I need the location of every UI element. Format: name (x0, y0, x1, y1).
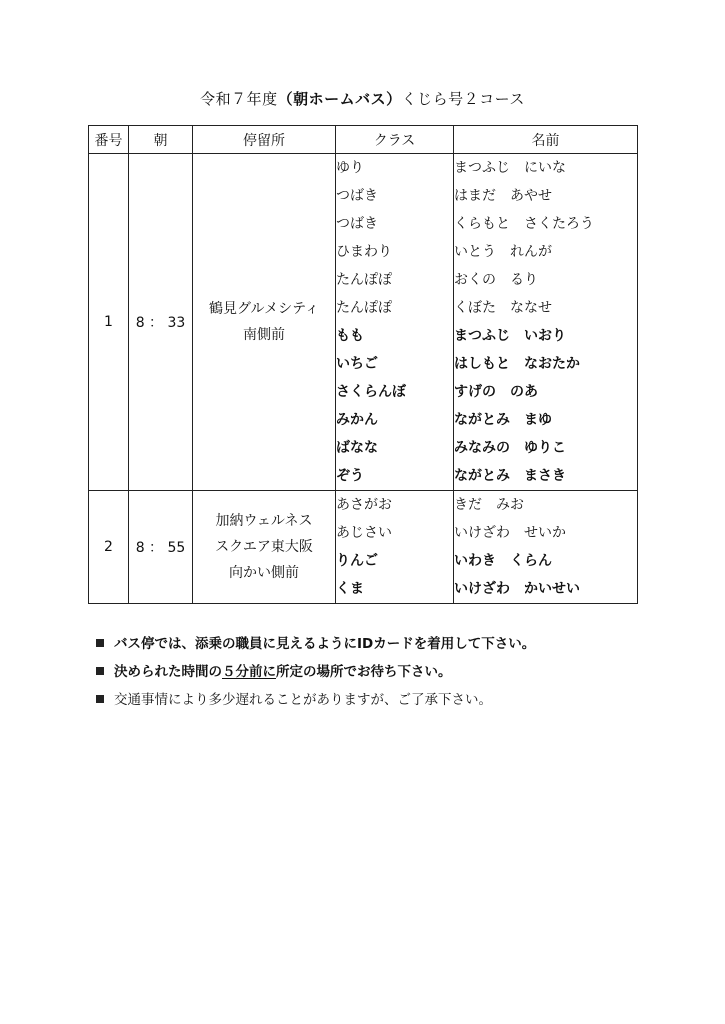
bus-roster-table (88, 125, 638, 604)
name-entry: まつふじ にいな (454, 160, 566, 176)
name-entry: はしもと なおたか (454, 356, 580, 372)
note-text-underlined: ５分前に (222, 664, 276, 680)
header-row (89, 126, 638, 154)
group-row (89, 154, 638, 491)
note-text-post: 所定の場所でお待ち下さい。 (276, 664, 452, 680)
name-entry: はまだ あやせ (454, 188, 552, 204)
class-entry: みかん (336, 412, 378, 428)
page-title (0, 88, 725, 109)
class-entry: ぞう (336, 468, 364, 484)
name-entry: ながとみ まさき (454, 468, 566, 484)
group-classes (336, 491, 454, 604)
group-time: 8 ： 55 (129, 491, 193, 604)
class-entry: つばき (336, 216, 378, 232)
header-morning: 朝 (129, 126, 193, 154)
class-entry: あじさい (336, 525, 392, 541)
name-entry: くらもと さくたろう (454, 216, 594, 232)
stop-line: 加納ウェルネス (215, 513, 313, 529)
title-bus-type: （朝ホームバス） (277, 90, 402, 108)
black-square-bullet-icon (96, 639, 104, 647)
name-entry: きだ みお (454, 497, 524, 513)
group-stop (193, 491, 336, 604)
group-number: 1 (89, 154, 129, 491)
group-names (454, 154, 638, 491)
note-text: バス停では、添乗の職員に見えるようにIDカードを着用して下さい。 (114, 636, 536, 652)
note-traffic-delay (96, 686, 535, 714)
header-class: クラス (336, 126, 454, 154)
name-entry: すげの のあ (454, 384, 538, 400)
class-entry: たんぽぽ (336, 300, 392, 316)
name-entry: くぼた ななせ (454, 300, 552, 316)
class-entry: くま (336, 581, 364, 597)
header-stop: 停留所 (193, 126, 336, 154)
stop-line: 向かい側前 (229, 565, 299, 581)
class-entry: いちご (336, 356, 378, 372)
note-arrive-early (96, 658, 535, 686)
class-entry: たんぽぽ (336, 272, 392, 288)
black-square-bullet-icon (96, 695, 104, 703)
class-entry: あさがお (336, 497, 392, 513)
name-entry: いわき くらん (454, 553, 552, 569)
group-classes (336, 154, 454, 491)
class-entry: ひまわり (336, 244, 392, 260)
header-name: 名前 (454, 126, 638, 154)
stop-line: スクエア東大阪 (215, 539, 313, 555)
class-entry: ばなな (336, 440, 378, 456)
class-entry: もも (336, 328, 364, 344)
black-square-bullet-icon (96, 667, 104, 675)
note-id-card (96, 630, 535, 658)
name-entry: おくの るり (454, 272, 538, 288)
group-row (89, 491, 638, 604)
stop-line: 鶴見グルメシティ (208, 301, 320, 317)
stop-line: 南側前 (243, 327, 285, 343)
header-number: 番号 (89, 126, 129, 154)
group-time: 8 ： 33 (129, 154, 193, 491)
note-text: 交通事情により多少遅れることがありますが、ご了承下さい。 (114, 692, 492, 708)
name-entry: いけざわ せいか (454, 525, 566, 541)
class-entry: りんご (336, 553, 378, 569)
group-number: 2 (89, 491, 129, 604)
group-names (454, 491, 638, 604)
group-stop (193, 154, 336, 491)
class-entry: ゆり (336, 160, 364, 176)
name-entry: みなみの ゆりこ (454, 440, 566, 456)
name-entry: いけざわ かいせい (454, 581, 580, 597)
class-entry: さくらんぼ (336, 384, 406, 400)
name-entry: まつふじ いおり (454, 328, 566, 344)
note-text-pre: 決められた時間の (114, 664, 222, 680)
name-entry: いとう れんが (454, 244, 552, 260)
notes-list (96, 630, 535, 714)
title-year: 令和７年度 (200, 90, 278, 108)
class-entry: つばき (336, 188, 378, 204)
name-entry: ながとみ まゆ (454, 412, 552, 428)
title-course: くじら号２コース (401, 90, 525, 108)
